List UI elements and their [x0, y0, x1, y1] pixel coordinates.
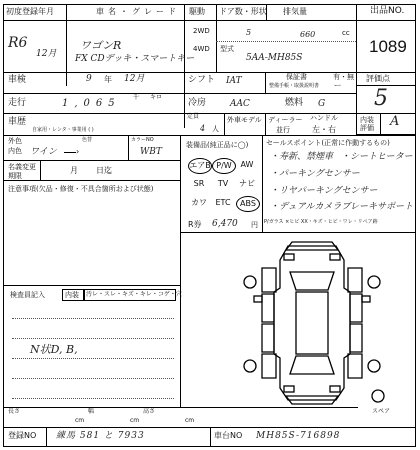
divider: [3, 72, 416, 73]
color-no-label: カラーNO: [131, 137, 154, 143]
year-unit: 年: [104, 75, 112, 84]
capacity-unit: 人: [212, 125, 219, 133]
divider: [66, 4, 67, 86]
divider: [265, 72, 266, 93]
listing-no-label: 出品NO.: [370, 6, 405, 16]
divider: [3, 180, 180, 181]
score-label: 評価点: [366, 74, 390, 83]
divider: [40, 160, 41, 180]
divider: [265, 113, 266, 135]
capacity: 4: [200, 124, 206, 133]
divider: [3, 20, 416, 21]
equipment-item: カワ: [191, 198, 207, 207]
warranty-label: 保証書: [286, 73, 307, 81]
ac: AAC: [230, 99, 250, 109]
ac-label: 冷房: [188, 98, 207, 108]
reg-no: 練馬 581 と 7933: [56, 431, 145, 441]
divider: [224, 113, 225, 135]
interior-chip-label: 内装: [65, 291, 79, 299]
equipment-item: ナビ: [239, 179, 255, 188]
exterior-color-label: 外色: [8, 137, 22, 145]
thousand-unit: 千: [133, 94, 140, 101]
reg-era: R6: [8, 35, 28, 51]
sales-point-label: セールスポイント(正常に作動するもの): [266, 139, 390, 147]
reg-month: 12月: [36, 49, 57, 59]
arrow-head-icon: ›: [76, 147, 80, 156]
height-label: 高さ: [143, 408, 156, 415]
km-unit: キロ: [150, 94, 163, 101]
sales-point-5: ・デュアルカメラブレーキサポート: [270, 202, 414, 212]
color-change-label: 色替: [82, 137, 93, 143]
chassis-no-label: 車台NO: [214, 431, 243, 440]
inspector-label: 検査員記入: [10, 291, 45, 299]
divider: [180, 232, 416, 233]
divider: [3, 93, 356, 94]
r-ken-label: R券: [188, 220, 202, 229]
note-line: [12, 358, 174, 359]
divider: [210, 427, 211, 447]
handle-options: 左・右: [312, 125, 336, 134]
equipment-item: TV: [217, 179, 229, 188]
conditions-label: 汚レ・スレ・キズ・キレ・コゲ・穴: [86, 291, 182, 298]
drive-label: 駆動: [189, 7, 205, 16]
interior-score: A: [390, 114, 400, 129]
equipment-item: エアB: [188, 158, 212, 174]
dealer-value: 並行: [276, 126, 290, 134]
divider: [3, 285, 180, 286]
inspection-year: 9: [86, 74, 92, 84]
handle-label: ハンドル: [310, 114, 338, 122]
divider: [3, 113, 356, 114]
maker: ワゴンR: [80, 39, 122, 52]
width-cm: cm: [130, 417, 140, 424]
drive-4wd: 4WD: [193, 45, 210, 53]
warranty-mark: ー: [333, 81, 341, 90]
notes-label: 注意事項(欠品・修復・不具合箇所および状態): [8, 185, 154, 193]
divider: [216, 41, 356, 42]
fuel: G: [318, 99, 326, 109]
note-line: [12, 338, 174, 339]
note-line: [12, 378, 174, 379]
equipment-item: ABS: [236, 196, 260, 212]
dealer-label: ディーラー: [268, 116, 303, 124]
shift-label: シフト: [188, 75, 216, 85]
history-label: 車歴: [8, 117, 27, 127]
interior-label: 内装評価: [360, 116, 374, 132]
divider: [3, 160, 180, 161]
warranty-options: 有・無: [333, 73, 354, 81]
cc-unit: cc: [342, 29, 350, 37]
inspector-note: N状D, B,: [30, 343, 78, 356]
history-options: 自家用・レンタ・事業用 ( ): [32, 127, 94, 133]
displacement: 660: [300, 30, 316, 39]
name-change-day: 日迄: [96, 166, 112, 175]
first-reg-label: 初度登録年月: [6, 7, 54, 16]
r-ken: 6,470: [212, 219, 238, 229]
fuel-label: 燃料: [285, 98, 304, 108]
listing-no: 1089: [369, 37, 407, 56]
divider: [262, 135, 263, 232]
color-code: WBT: [140, 147, 162, 157]
model-label: 型式: [220, 45, 234, 53]
reg-no-label: 登録NO: [8, 431, 37, 440]
interior-color-label: 内色: [8, 147, 22, 155]
note-line: [12, 318, 174, 319]
spare-label: スペア: [372, 408, 391, 415]
equipment-label: 装備品(純正品に◯): [186, 141, 249, 149]
equipment-item: ETC: [215, 198, 231, 207]
divider: [3, 135, 416, 136]
length-cm: cm: [75, 417, 85, 424]
car-diagram: [232, 238, 392, 408]
divider: [180, 135, 181, 407]
divider: [3, 407, 358, 408]
divider: [46, 427, 47, 447]
sales-point-3: ・パーキングセンサー: [270, 169, 360, 179]
chassis-no: MH85S-716898: [256, 431, 341, 441]
mileage: 1,065: [62, 98, 121, 109]
score: 5: [374, 86, 388, 111]
sales-legend: P/ガラス ×ヒビ XX・キズ・ヒビ・ワレ・リペア跡: [264, 219, 378, 225]
sales-point-4: ・リヤパーキングセンサー: [270, 186, 378, 196]
inspection-label: 車検: [8, 75, 27, 85]
warranty-note: 整備手帳・取扱説明書: [269, 83, 320, 89]
equipment-item: SR: [193, 179, 205, 188]
divider: [356, 4, 357, 72]
doors-shape-label: ドア数・形状: [219, 7, 267, 16]
drive-2wd: 2WD: [193, 27, 210, 35]
equipment-item: P/W: [212, 158, 236, 174]
divider: [128, 135, 129, 160]
yen-unit: 円: [251, 221, 258, 229]
arrow-icon: [64, 152, 76, 153]
divider: [216, 4, 217, 72]
divider: [184, 72, 185, 128]
height-cm: cm: [185, 417, 195, 424]
note-line: [12, 398, 174, 399]
equipment-item: AW: [240, 160, 254, 169]
import-label: 外車モデル: [227, 116, 262, 124]
shift: IAT: [226, 76, 242, 86]
doors: 5: [246, 28, 252, 37]
car-name-label: 車名・グレード: [96, 7, 180, 16]
name-change-month: 月: [70, 166, 78, 175]
divider: [380, 113, 381, 135]
model: 5AA-MH85S: [246, 53, 303, 63]
inspection-month: 12月: [124, 74, 145, 84]
width-label: 幅: [88, 408, 95, 415]
sales-point-1: ・寿新、禁煙車: [270, 152, 334, 162]
displacement-label: 排気量: [283, 7, 307, 16]
name-change-label: 名義変更期限: [8, 163, 36, 180]
capacity-label: 定員: [187, 113, 200, 120]
color: ワイン: [30, 147, 57, 157]
sales-point-2: ・シートヒーター: [341, 152, 413, 162]
length-label: 長さ: [8, 408, 21, 415]
grade: FX CDデッキ・スマートキー: [75, 54, 195, 64]
mileage-label: 走行: [8, 98, 27, 108]
